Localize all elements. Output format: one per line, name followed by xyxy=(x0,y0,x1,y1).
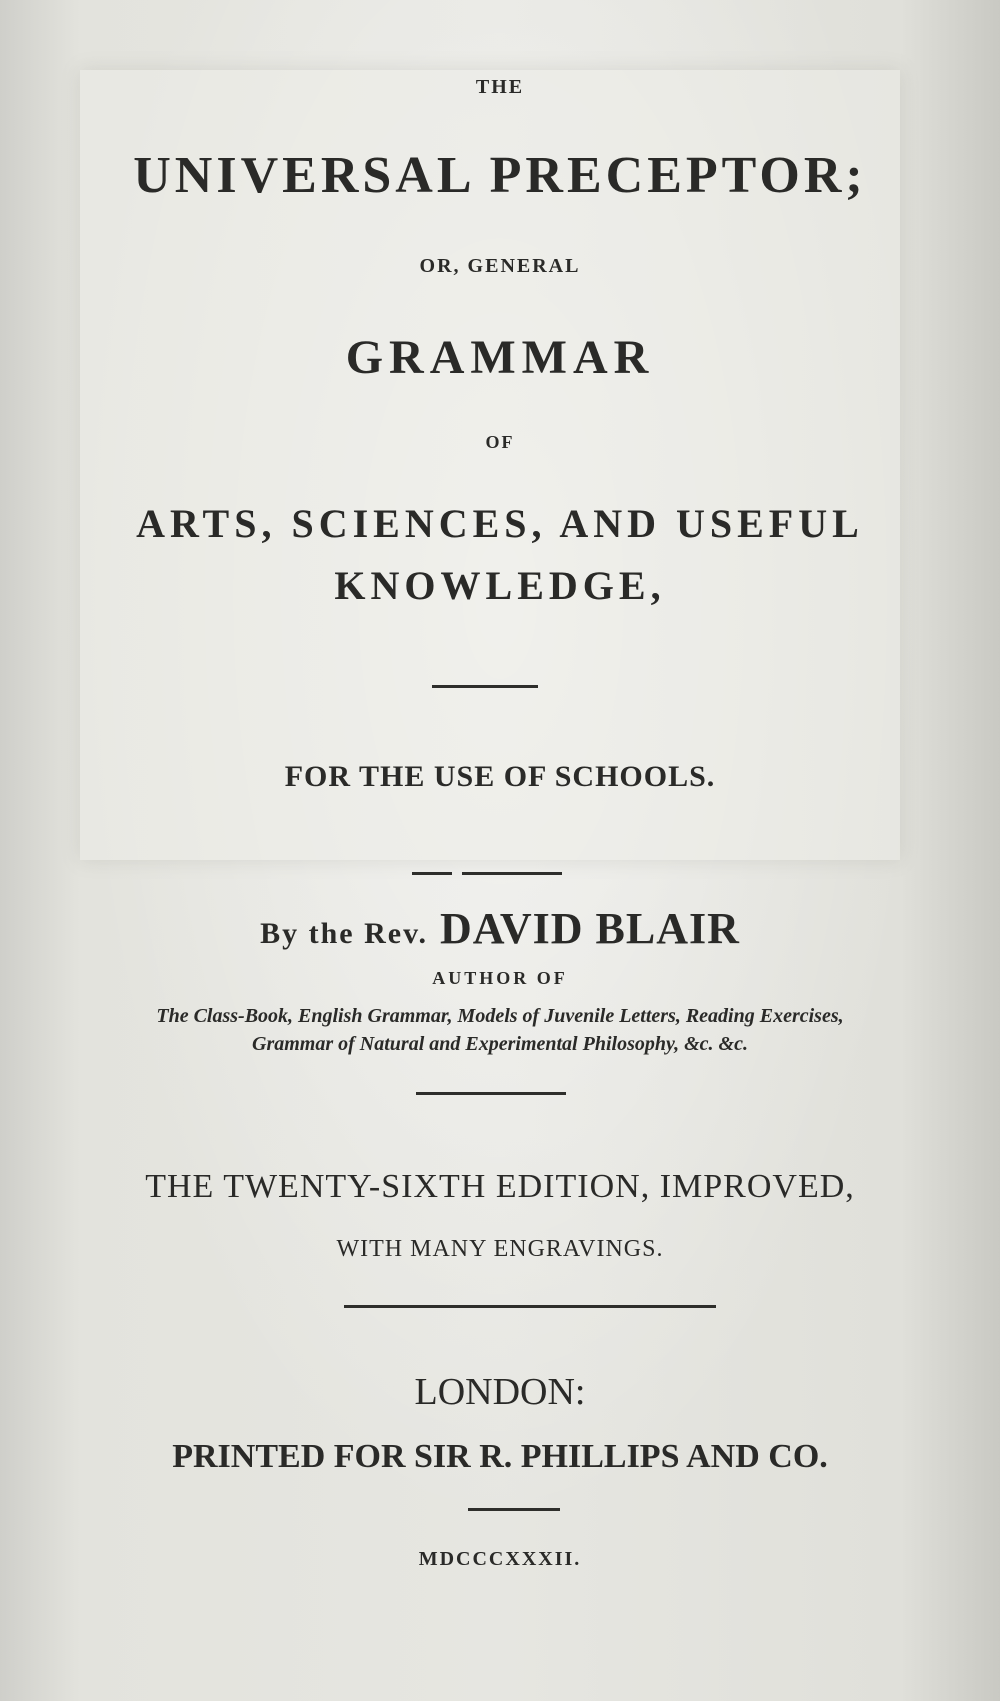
works-line-2: Grammar of Natural and Experimental Philosophy, &c. &c. xyxy=(252,1033,748,1055)
works-line-1: The Class-Book, English Grammar, Models of Juvenile Letters, Reading Exercises, xyxy=(156,1005,844,1027)
edition-line: THE TWENTY-SIXTH EDITION, IMPROVED, xyxy=(145,1168,855,1205)
rule-5 xyxy=(468,1508,560,1511)
city-line: LONDON: xyxy=(414,1371,586,1413)
subtitle-of: OF xyxy=(485,432,515,452)
subject-line-2: KNOWLEDGE, xyxy=(334,563,666,608)
rule-1 xyxy=(432,685,538,688)
rule-3 xyxy=(416,1092,566,1095)
printer-line: PRINTED FOR SIR R. PHILLIPS AND CO. xyxy=(172,1438,828,1475)
rule-4 xyxy=(344,1305,716,1308)
rule-2a xyxy=(412,872,452,875)
main-title: UNIVERSAL PRECEPTOR; xyxy=(133,147,867,204)
subject-line-1: ARTS, SCIENCES, AND USEFUL xyxy=(136,501,864,546)
purpose-line: FOR THE USE OF SCHOOLS. xyxy=(284,760,716,793)
author-of: AUTHOR OF xyxy=(432,968,568,988)
rule-2b xyxy=(462,872,562,875)
subtitle-or-general: OR, GENERAL xyxy=(419,255,581,277)
author-line xyxy=(0,903,1000,954)
year-line: MDCCCXXXII. xyxy=(418,1548,582,1570)
engravings-line: WITH MANY ENGRAVINGS. xyxy=(336,1236,664,1262)
title-article: THE xyxy=(475,76,525,98)
author-name: DAVID BLAIR xyxy=(439,904,740,953)
subtitle-grammar: GRAMMAR xyxy=(345,331,655,384)
author-prefix: By the Rev. xyxy=(260,917,428,950)
